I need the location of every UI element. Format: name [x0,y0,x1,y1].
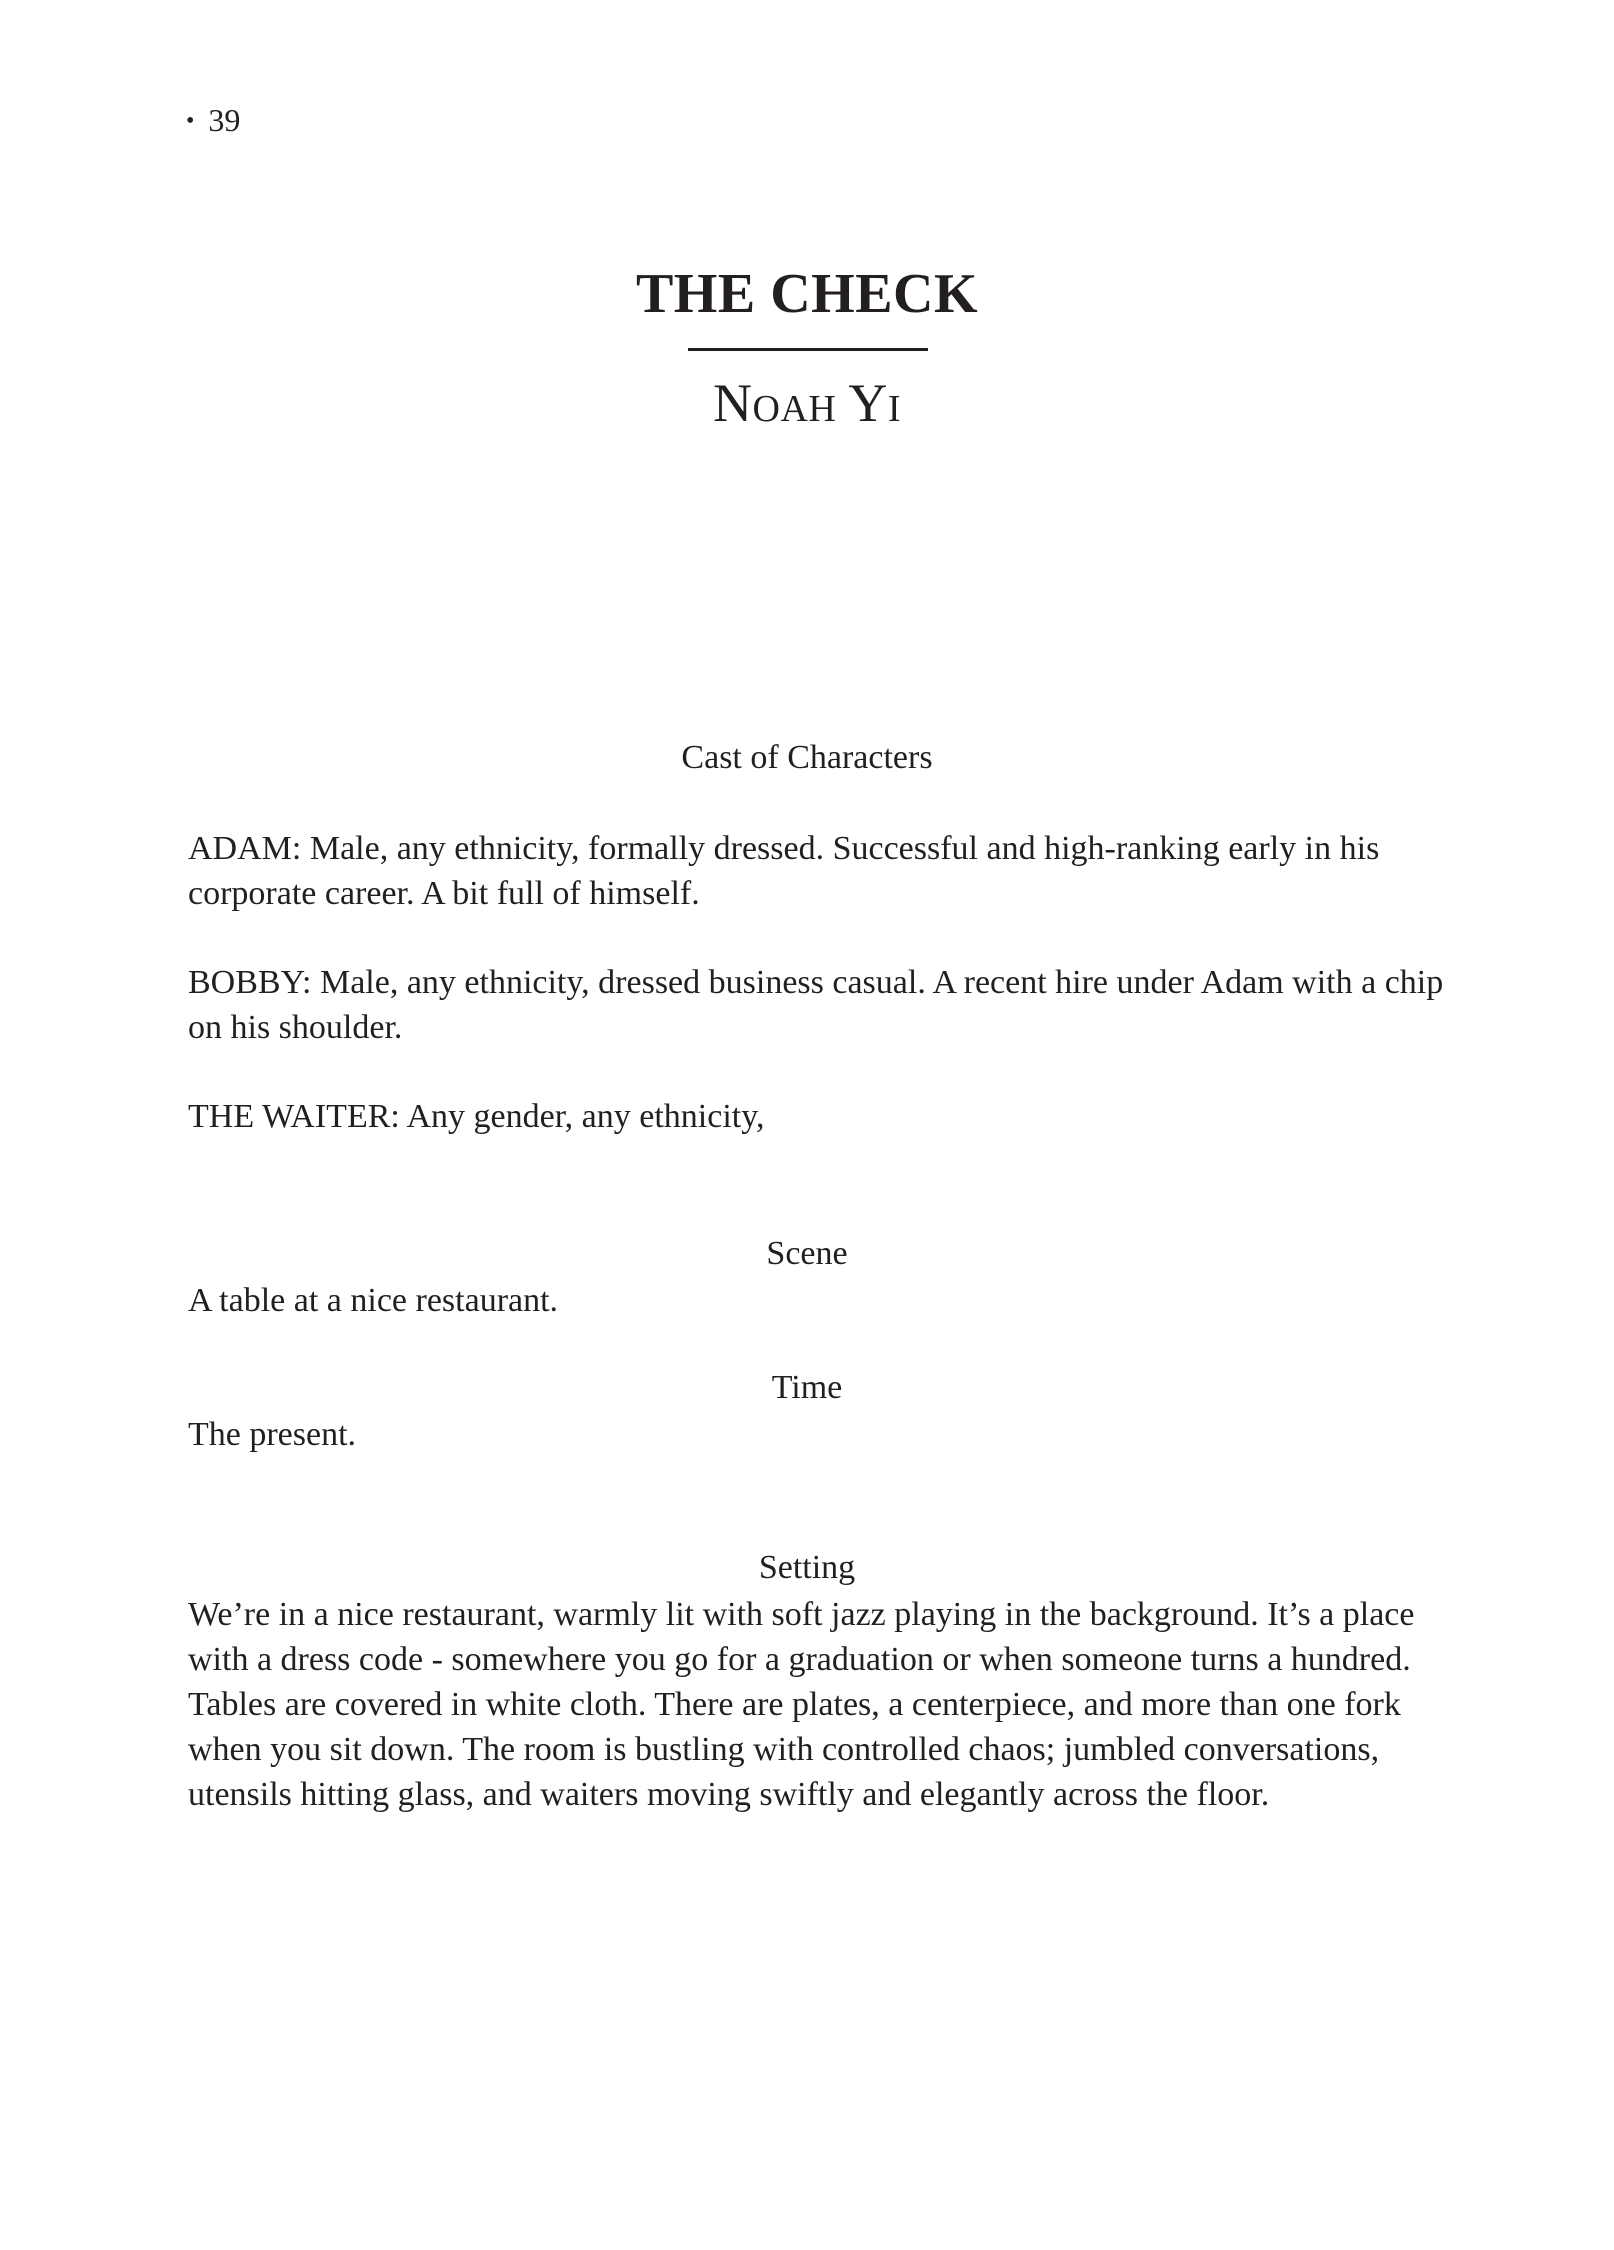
play-title: THE CHECK [635,263,979,325]
author-name: Noah Yi [713,373,901,433]
scene-heading: Scene [766,1235,848,1272]
setting-heading: Setting [758,1549,856,1586]
setting-text: We’re in a nice restaurant, warmly lit with soft jazz playing in the background. It’s a place with a dress code - somewhere you go for a graduation or when someone turns a hundred. Tables are covered in white cloth. There are plates, a centerpiece, and more than one fork when you sit down. The room is bustling with controlled chaos; jumbled conversations, utensils hitting glass, and waiters moving swiftly and elegantly across the floor. [188,1596,1415,1813]
time-text: The present. [188,1416,357,1453]
title-divider [688,348,928,351]
bullet-icon: • [186,108,195,134]
character-bobby: BOBBY: Male, any ethnicity, dressed business casual. A recent hire under Adam with a chip on his shoulder. [188,964,1444,1046]
page-number-value: 39 [208,102,241,138]
character-waiter: THE WAITER: Any gender, any ethnicity, [188,1098,765,1135]
cast-heading: Cast of Characters [681,739,933,776]
page-number [186,100,240,141]
scene-text: A table at a nice restaurant. [188,1282,559,1319]
time-heading: Time [771,1369,843,1406]
character-adam: ADAM: Male, any ethnicity, formally dressed. Successful and high-ranking early in his corporate career. A bit full of himself. [188,830,1380,912]
